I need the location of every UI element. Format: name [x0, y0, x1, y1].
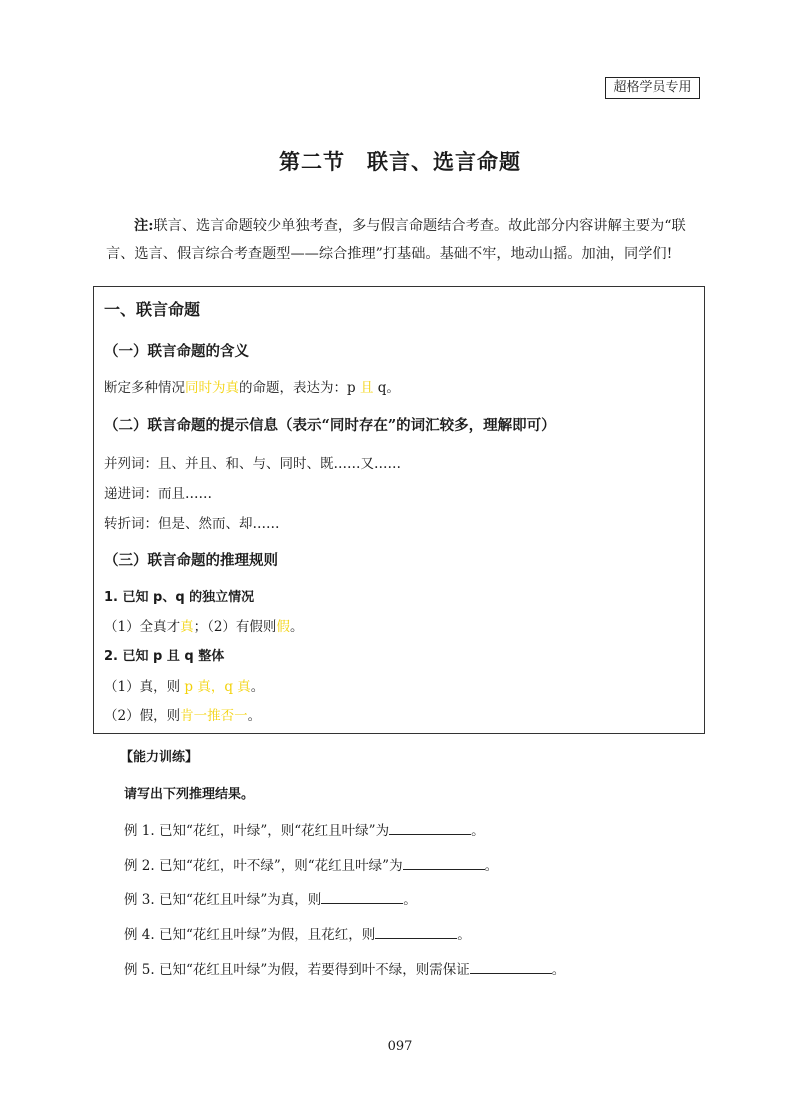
- example-end: 。: [551, 962, 566, 978]
- hint-item: 递进词：而且……: [104, 486, 212, 502]
- rule1-highlight-true: 真: [180, 619, 194, 635]
- rule1-text-b: ；（2）有假则: [193, 619, 277, 635]
- meaning-text-b: 的命题，表达为：p: [239, 380, 360, 396]
- meaning-text-c: q。: [373, 380, 400, 396]
- heading-conjunctive: 一、联言命题: [104, 300, 201, 319]
- example-item: [124, 923, 471, 943]
- answer-blank[interactable]: [389, 820, 471, 835]
- rule1-text-a: （1）全真才: [104, 619, 181, 635]
- example-text: 例 2. 已知“花红，叶不绿”，则“花红且叶绿”为: [124, 858, 403, 874]
- subheading-rules: （三）联言命题的推理规则: [104, 552, 278, 569]
- rule3-text-b: 。: [247, 708, 262, 724]
- meaning-text-a: 断定多种情况: [104, 380, 185, 396]
- rule-sub2: 2. 已知 p 且 q 整体: [104, 649, 225, 664]
- rule1-text-c: 。: [289, 619, 304, 635]
- answer-blank[interactable]: [403, 855, 485, 870]
- rule-line-1: [104, 615, 303, 635]
- example-end: 。: [403, 892, 417, 908]
- page-number: 097: [387, 1039, 413, 1054]
- meaning-highlight: 同时为真: [185, 380, 239, 396]
- example-item: [124, 888, 417, 908]
- example-end: 。: [457, 927, 471, 943]
- rule2-text-b: 。: [250, 679, 265, 695]
- intro-note: [106, 212, 706, 268]
- rule1-highlight-false: 假: [276, 619, 290, 635]
- hint-item: 转折词：但是、然而、却……: [104, 516, 280, 532]
- rule3-text-a: （2）假，则: [104, 708, 181, 724]
- meaning-line: [104, 376, 400, 396]
- example-text: 例 4. 已知“花红且叶绿”为假，且花红，则: [124, 927, 376, 943]
- answer-blank[interactable]: [470, 959, 552, 974]
- hint-item: 并列词：且、并且、和、与、同时、既……又……: [104, 456, 401, 472]
- example-text: 例 3. 已知“花红且叶绿”为真，则: [124, 892, 322, 908]
- example-item: [124, 958, 565, 978]
- subheading-hints: （二）联言命题的提示信息（表示“同时存在”的词汇较多，理解即可）: [104, 417, 556, 434]
- rule-sub1: 1. 已知 p、q 的独立情况: [104, 590, 255, 605]
- subheading-meaning: （一）联言命题的含义: [104, 343, 249, 360]
- example-text: 例 1. 已知“花红，叶绿”，则“花红且叶绿”为: [124, 823, 390, 839]
- note-label: 注:: [134, 218, 154, 234]
- section-title: 第二节 联言、选言命题: [279, 149, 521, 174]
- answer-blank[interactable]: [375, 924, 457, 939]
- example-text: 例 5. 已知“花红且叶绿”为假，若要得到叶不绿，则需保证: [124, 962, 470, 978]
- rule-line-2: [104, 675, 264, 695]
- example-end: 。: [484, 858, 499, 874]
- note-text: 联言、选言命题较少单独考查，多与假言命题结合考查。故此部分内容讲解主要为“联言、选言、假言综合考查题型——综合推理”打基础。基础不牢，地动山摇。加油，同学们!: [106, 218, 686, 262]
- training-instruction: 请写出下列推理结果。: [124, 787, 255, 802]
- answer-blank[interactable]: [321, 889, 403, 904]
- rule3-highlight: 肯一推否一: [180, 708, 248, 724]
- example-item: [124, 854, 498, 874]
- training-heading: 【能力训练】: [120, 750, 199, 765]
- rule-line-3: [104, 704, 261, 724]
- meaning-highlight-and: 且: [359, 380, 374, 396]
- example-end: 。: [471, 823, 485, 839]
- rule2-text-a: （1）真，则: [104, 679, 185, 695]
- example-item: [124, 819, 485, 839]
- student-only-badge: 超格学员专用: [605, 77, 700, 99]
- rule2-highlight: p 真，q 真: [184, 679, 251, 695]
